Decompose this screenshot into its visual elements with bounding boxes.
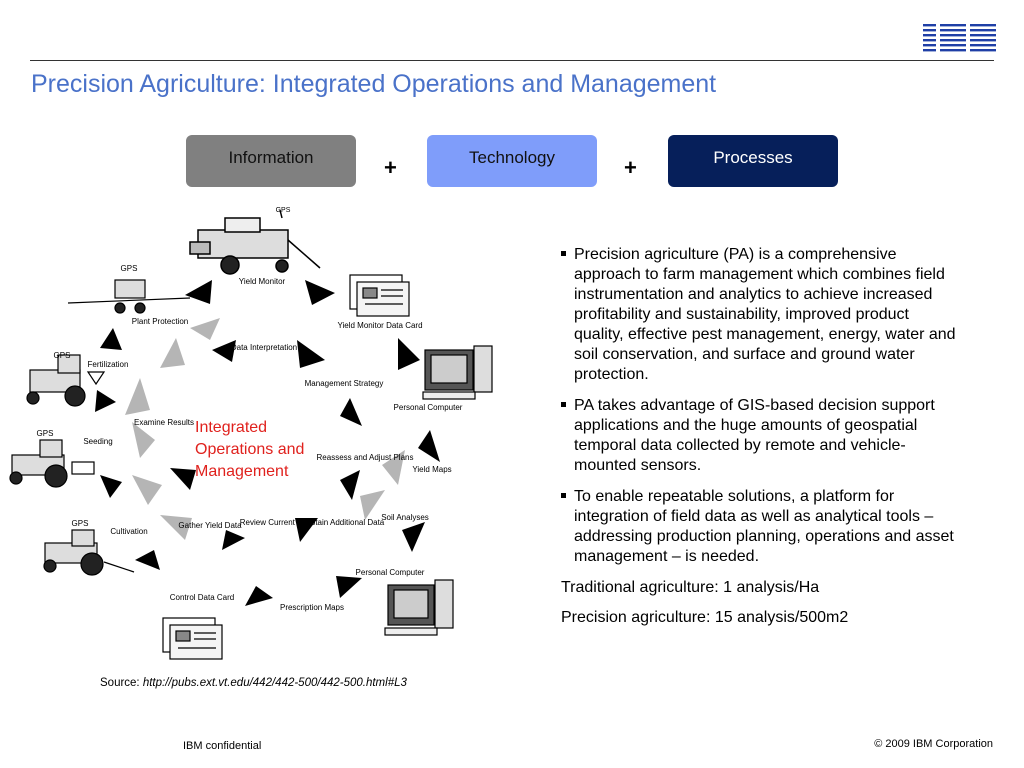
personal-computer-icon-1: [423, 346, 492, 399]
label-reassess: Reassess and Adjust Plans: [316, 453, 414, 462]
page-title: Precision Agriculture: Integrated Operations and Management: [31, 70, 717, 98]
label-soil-analyses: Soil Analyses: [381, 513, 429, 522]
label-examine-results: Examine Results: [133, 418, 195, 427]
label-gather-yield-data: Gather Yield Data: [178, 521, 242, 530]
label-yield-monitor: Yield Monitor: [238, 277, 286, 286]
ibm-logo: [920, 22, 996, 54]
plus-sign-2: +: [624, 155, 637, 180]
seeding-tractor-icon: [10, 440, 94, 487]
label-cultivation: Cultivation: [110, 527, 148, 536]
precision-agriculture-line: Precision agriculture: 15 analysis/500m2: [561, 609, 849, 626]
cultivation-tractor-icon: [44, 530, 134, 575]
footer-confidential: IBM confidential: [183, 740, 262, 752]
bullet-text-1: Precision agriculture (PA) is a comprehensive approach to farm management which combines field instrumentation and analytics to achieve increased profitability and sustainability, improved product quality, effective pest management, energy, water and soil conservation, and surface and ground water protection.: [574, 246, 956, 383]
source-link[interactable]: http://pubs.ext.vt.edu/442/442-500/442-500.html#L3: [142, 677, 407, 689]
label-gps-2: GPS: [53, 351, 71, 360]
control-data-card-icon: [163, 618, 222, 659]
processes-box: Processes: [668, 135, 838, 187]
label-fertilization: Fertilization: [87, 360, 129, 369]
plant-protection-sprayer-icon: [68, 280, 190, 313]
footer-copyright: © 2009 IBM Corporation: [874, 738, 993, 750]
integrated-operations-label: [195, 417, 325, 483]
label-gps-3: GPS: [36, 429, 54, 438]
label-gps-1: GPS: [120, 264, 138, 273]
combine-harvester-icon: [190, 210, 320, 274]
bullet-text-3: To enable repeatable solutions, a platform for integration of field data as well as analytical tools – addressing production planning, operations and asset management – is needed.: [574, 488, 954, 565]
bullet-item: [561, 245, 961, 385]
bullet-list: [561, 245, 961, 638]
plus-sign-1: +: [384, 155, 397, 180]
source-citation: [100, 677, 407, 689]
center-label-text: Integrated Operations and Management: [195, 419, 305, 480]
label-control-data-card: Control Data Card: [169, 593, 235, 602]
bullet-text-2: PA takes advantage of GIS-based decision support applications and the huge amounts of geospatial temporal data collected by remote and vehicle-mounted sensors.: [574, 397, 935, 474]
label-plant-protection: Plant Protection: [131, 317, 189, 326]
technology-box: Technology: [427, 135, 597, 187]
header-rule: [30, 60, 994, 61]
label-personal-computer-1: Personal Computer: [393, 403, 463, 412]
bullet-item: [561, 396, 961, 476]
label-review: Review Current & Obtain Additional Data: [239, 518, 385, 527]
yield-monitor-data-card-icon: [350, 275, 409, 316]
traditional-agriculture-line: Traditional agriculture: 1 analysis/Ha: [561, 579, 820, 596]
label-management-strategy: Management Strategy: [304, 379, 384, 388]
label-seeding: Seeding: [83, 437, 113, 446]
label-yield-maps: Yield Maps: [412, 465, 452, 474]
source-prefix: Source:: [100, 677, 143, 689]
gps-label-top: GPS: [275, 207, 291, 214]
bullet-item: [561, 487, 961, 567]
label-gps-4: GPS: [71, 519, 89, 528]
label-personal-computer-2: Personal Computer: [355, 568, 425, 577]
label-data-interpretation: Data Interpretation: [230, 343, 298, 352]
label-yield-monitor-data-card: Yield Monitor Data Card: [337, 321, 423, 330]
information-box: Information: [186, 135, 356, 187]
label-prescription-maps: Prescription Maps: [279, 603, 345, 612]
personal-computer-icon-2: [385, 580, 453, 635]
